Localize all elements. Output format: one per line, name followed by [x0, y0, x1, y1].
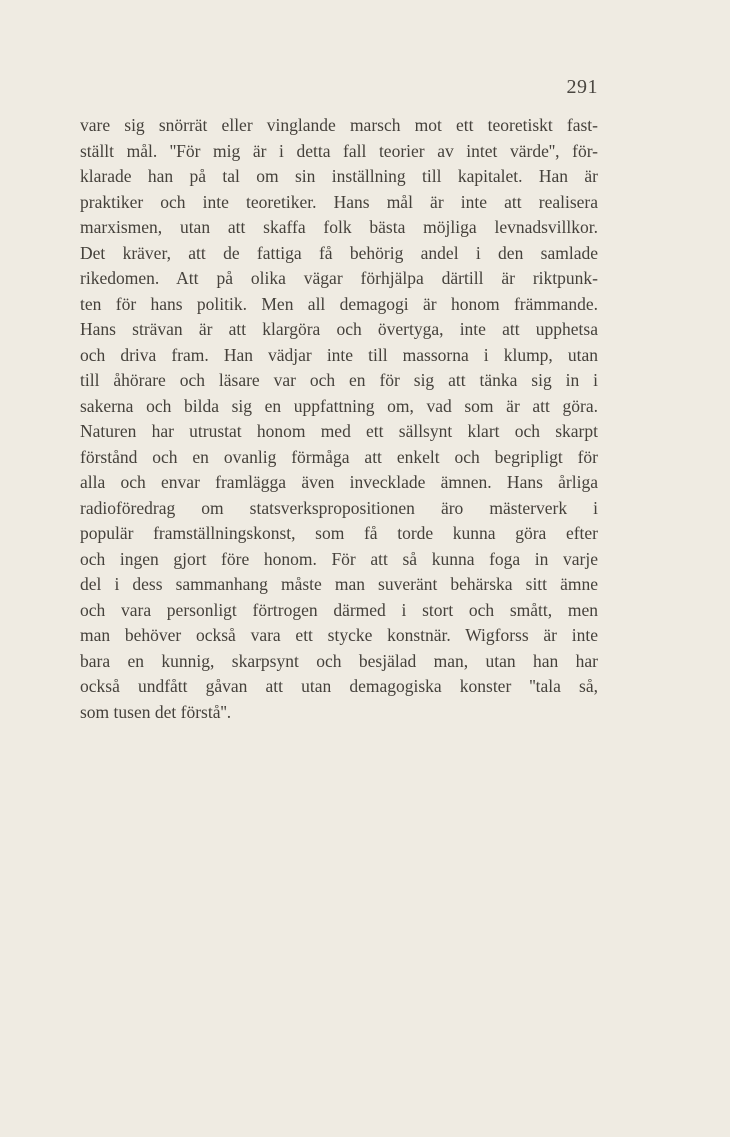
text-line: klarade han på tal om sin inställning till kapitalet. Han är — [80, 166, 598, 186]
text-line: också undfått gåvan att utan demagogiska konster ''tala så, — [80, 676, 598, 696]
text-line: som tusen det förstå''. — [80, 701, 232, 722]
text-line: och driva fram. Han vädjar inte till massorna i klump, utan — [80, 344, 598, 365]
text-line: man behöver också vara ett stycke konstnär. Wigforss är inte — [80, 625, 598, 645]
text-line: Naturen har utrustat honom med ett sällsynt klart och skarpt — [80, 421, 598, 441]
text-line: vare sig snörrät eller vinglande marsch mot ett teoretiskt fast- — [80, 115, 598, 135]
text-line: till åhörare och läsare var och en för sig att tänka sig in i — [80, 370, 598, 390]
text-line: sakerna och bilda sig en uppfattning om, vad som är att göra. — [80, 395, 598, 416]
text-line: populär framställningskonst, som få torde kunna göra efter — [80, 523, 598, 543]
text-line: del i dess sammanhang måste man suveränt behärska sitt ämne — [80, 574, 598, 594]
text-line: radioföredrag om statsverkspropositionen äro mästerverk i — [80, 497, 598, 518]
text-line: Det kräver, att de fattiga få behörig andel i den samlade — [80, 242, 598, 263]
text-line: rikedomen. Att på olika vägar förhjälpa därtill är riktpunk- — [80, 268, 598, 288]
text-line: förstånd och en ovanlig förmåga att enkelt och begripligt för — [80, 446, 598, 467]
text-line: bara en kunnig, skarpsynt och besjälad man, utan han har — [80, 650, 598, 671]
text-line: marxismen, utan att skaffa folk bästa möjliga levnadsvillkor. — [80, 217, 598, 237]
text-line: och vara personligt förtrogen därmed i stort och smått, men — [80, 599, 598, 620]
page-number: 291 — [566, 76, 598, 98]
text-line: praktiker och inte teoretiker. Hans mål är inte att realisera — [80, 191, 598, 212]
text-line: ställt mål. ''För mig är i detta fall teorier av intet värde'', för- — [80, 140, 598, 161]
text-line: ten för hans politik. Men all demagogi är honom främmande. — [80, 293, 598, 314]
text-line: Hans strävan är att klargöra och övertyga, inte att upphetsa — [80, 319, 598, 339]
text-line: och ingen gjort före honom. För att så kunna foga in varje — [80, 548, 598, 569]
body-text — [80, 113, 598, 725]
text-line: alla och envar framlägga även invecklade ämnen. Hans årliga — [80, 472, 598, 492]
